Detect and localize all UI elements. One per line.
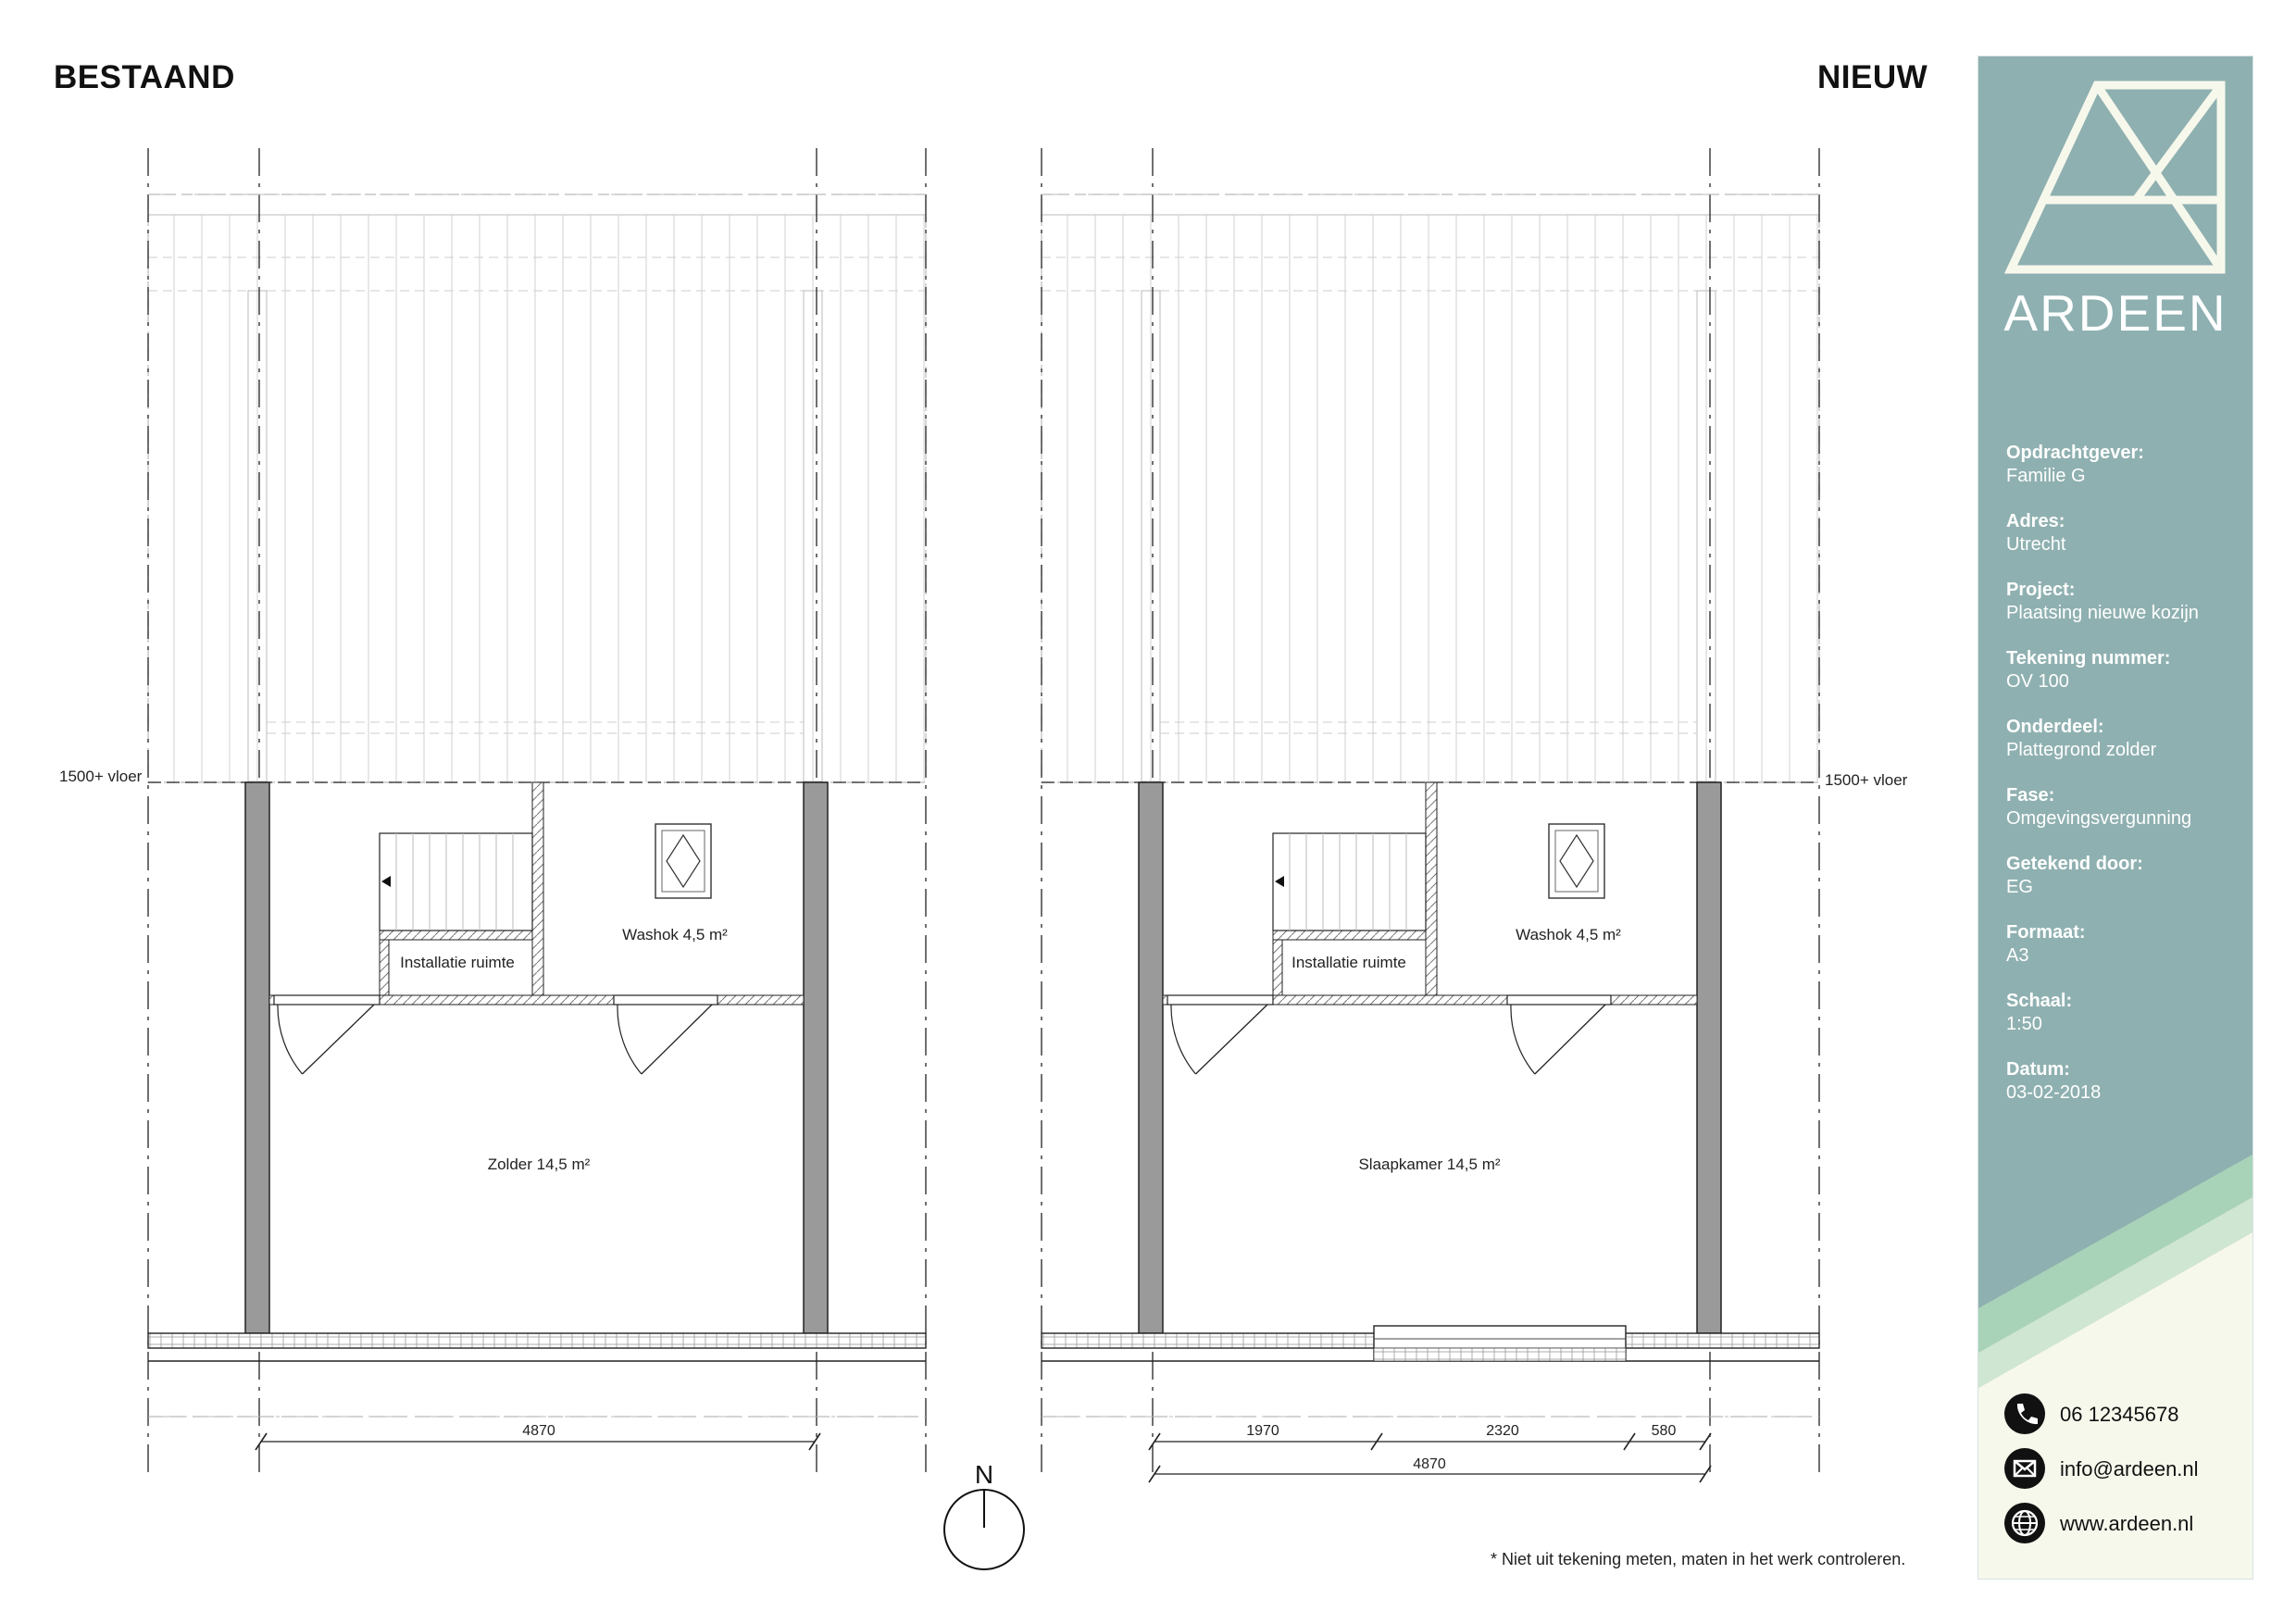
info-value: A3 bbox=[2006, 945, 2029, 966]
info-label: Fase: bbox=[2006, 785, 2055, 806]
roof-window-inner bbox=[662, 831, 705, 892]
info-label: Onderdeel: bbox=[2006, 717, 2104, 737]
info-item bbox=[2006, 647, 2247, 693]
brand-name: ARDEEN bbox=[2003, 284, 2227, 342]
info-value: Familie G bbox=[2006, 466, 2086, 486]
info-item bbox=[2006, 442, 2247, 488]
north-arrow-icon bbox=[944, 1490, 1024, 1569]
info-label: Adres: bbox=[2006, 511, 2065, 531]
roof-outline bbox=[148, 194, 926, 782]
info-value: Plaatsing nieuwe kozijn bbox=[2006, 603, 2199, 623]
wall-left bbox=[245, 782, 269, 1333]
door-swing-arc bbox=[1171, 1005, 1195, 1074]
partition-wall bbox=[532, 782, 543, 995]
title-block bbox=[1978, 56, 2253, 1580]
info-item bbox=[2006, 510, 2247, 556]
info-value: Utrecht bbox=[2006, 534, 2066, 555]
contact-phone[interactable] bbox=[2004, 1393, 2245, 1434]
wall-left bbox=[1139, 782, 1163, 1333]
door-swing-arc bbox=[618, 1005, 642, 1074]
roof-outline bbox=[1042, 194, 1819, 782]
new-floor-plan bbox=[1042, 148, 1819, 1472]
partition-wall bbox=[1273, 931, 1426, 940]
info-value: EG bbox=[2006, 877, 2033, 897]
room-label-washroom: Washok 4,5 m² bbox=[1516, 926, 1621, 943]
room-label-installation: Installatie ruimte bbox=[1292, 954, 1406, 971]
disclaimer-note: * Niet uit tekening meten, maten in het werk controleren. bbox=[1491, 1550, 1906, 1568]
dimension-segment-3: 580 bbox=[1651, 1423, 1677, 1439]
info-item bbox=[2006, 1058, 2247, 1105]
info-label: Schaal: bbox=[2006, 991, 2073, 1011]
info-label: Getekend door: bbox=[2006, 854, 2143, 874]
info-label: Tekening nummer: bbox=[2006, 648, 2171, 668]
door-swing-arc bbox=[1511, 1005, 1535, 1074]
existing-floor-plan bbox=[148, 148, 926, 1472]
door-leaf bbox=[642, 1005, 712, 1074]
mail-icon bbox=[2004, 1448, 2045, 1489]
room-label-installation: Installatie ruimte bbox=[400, 954, 515, 971]
partition-wall bbox=[380, 940, 389, 995]
info-item bbox=[2006, 853, 2247, 899]
door-leaf bbox=[1535, 1005, 1605, 1074]
info-item bbox=[2006, 784, 2247, 831]
new-window-frame bbox=[1374, 1326, 1626, 1361]
contact-email[interactable] bbox=[2004, 1448, 2245, 1489]
roof-window-glass bbox=[1560, 835, 1593, 887]
partition-wall bbox=[1426, 782, 1437, 995]
stair bbox=[380, 833, 532, 931]
door-leaf bbox=[1195, 1005, 1267, 1074]
partition-wall bbox=[1273, 940, 1282, 995]
info-value: 1:50 bbox=[2006, 1014, 2042, 1034]
website-url: www.ardeen.nl bbox=[2060, 1512, 2194, 1535]
roof-window-inner bbox=[1555, 831, 1598, 892]
room-label-washroom: Washok 4,5 m² bbox=[622, 926, 728, 943]
roof-window-glass bbox=[667, 835, 700, 887]
phone-number: 06 12345678 bbox=[2060, 1403, 2179, 1426]
info-item bbox=[2006, 990, 2247, 1036]
wall-right bbox=[1697, 782, 1721, 1333]
dimension-total: 4870 bbox=[1413, 1456, 1446, 1472]
info-label: Formaat: bbox=[2006, 922, 2086, 943]
info-item bbox=[2006, 716, 2247, 762]
door-frame bbox=[614, 995, 718, 1005]
info-label: Opdrachtgever: bbox=[2006, 443, 2144, 463]
new-plan-title: NIEUW bbox=[1817, 59, 1928, 95]
dimension-segment-2: 2320 bbox=[1486, 1423, 1519, 1439]
info-label: Project: bbox=[2006, 580, 2076, 600]
door-frame bbox=[274, 995, 380, 1005]
email-address: info@ardeen.nl bbox=[2060, 1457, 2199, 1480]
contact-website[interactable] bbox=[2004, 1503, 2245, 1543]
wall-right bbox=[804, 782, 828, 1333]
phone-icon bbox=[2004, 1393, 2045, 1434]
info-value: OV 100 bbox=[2006, 671, 2069, 692]
dimension-segment-1: 1970 bbox=[1246, 1423, 1279, 1439]
partition-wall bbox=[380, 931, 532, 940]
info-value: Omgevingsvergunning bbox=[2006, 808, 2192, 829]
info-item bbox=[2006, 579, 2247, 625]
globe-icon bbox=[2004, 1503, 2045, 1543]
door-frame bbox=[1507, 995, 1611, 1005]
stair bbox=[1273, 833, 1426, 931]
dimension-total: 4870 bbox=[522, 1423, 555, 1439]
existing-plan-title: BESTAAND bbox=[54, 59, 235, 95]
existing-level-label: 1500+ vloer bbox=[59, 768, 143, 785]
project-info-list bbox=[2006, 442, 2247, 1127]
door-frame bbox=[1167, 995, 1273, 1005]
info-value: 03-02-2018 bbox=[2006, 1082, 2102, 1103]
info-value: Plattegrond zolder bbox=[2006, 740, 2157, 760]
new-level-label: 1500+ vloer bbox=[1825, 771, 1908, 789]
room-label-attic: Zolder 14,5 m² bbox=[487, 1156, 591, 1173]
info-label: Datum: bbox=[2006, 1059, 2070, 1080]
door-leaf bbox=[302, 1005, 374, 1074]
door-swing-arc bbox=[278, 1005, 302, 1074]
north-label: N bbox=[974, 1460, 994, 1489]
facade-wall bbox=[148, 1333, 926, 1348]
info-item bbox=[2006, 921, 2247, 968]
room-label-bedroom: Slaapkamer 14,5 m² bbox=[1358, 1156, 1501, 1173]
